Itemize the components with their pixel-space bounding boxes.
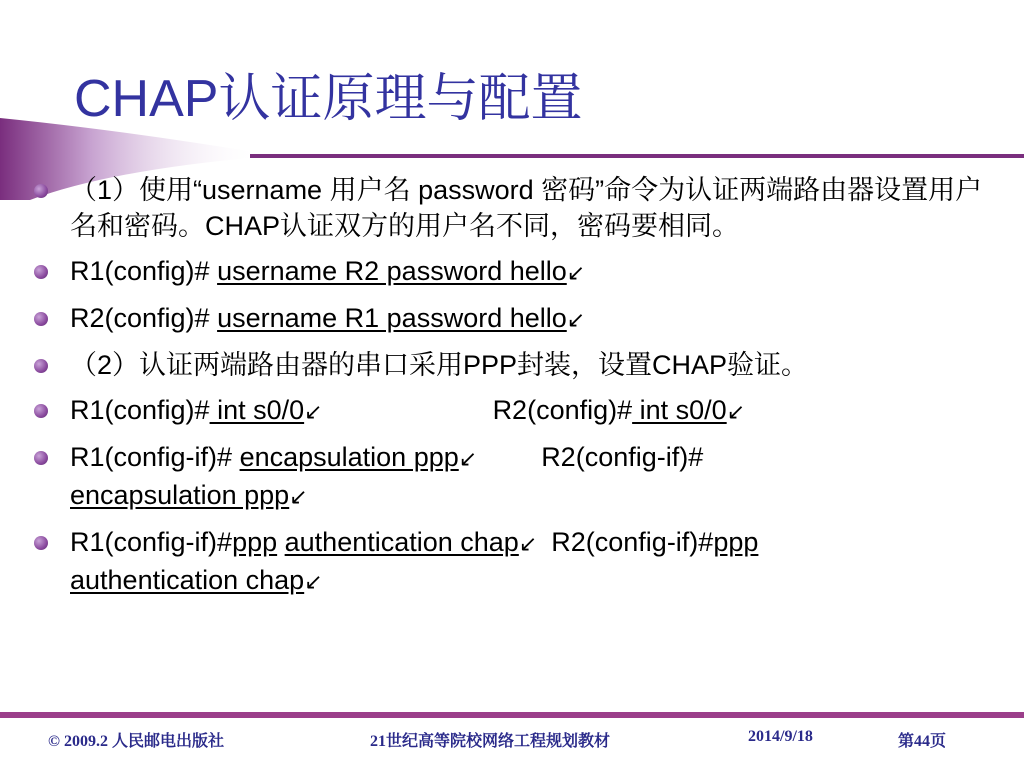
bullet-item-1 bbox=[30, 172, 990, 244]
bullet-item-2 bbox=[30, 253, 990, 291]
command-text: authentication chap bbox=[70, 565, 305, 595]
return-arrow-icon: ↙ bbox=[726, 399, 746, 424]
command-prompt: R2(config-if)# bbox=[551, 527, 714, 557]
return-arrow-icon: ↙ bbox=[458, 446, 478, 471]
command-text: ppp bbox=[713, 527, 759, 557]
command-text: int s0/0 bbox=[632, 395, 727, 425]
bullet-icon bbox=[34, 536, 48, 550]
command-text: username R2 password hello bbox=[217, 256, 567, 286]
command-text: encapsulation ppp bbox=[70, 480, 290, 510]
bullet-text: （1）使用“username 用户名 password 密码”命令为认证两端路由器设置用户名和密码。CHAP认证双方的用户名不同，密码要相同。 bbox=[70, 175, 983, 241]
command-prompt: R2(config)# bbox=[70, 303, 218, 333]
bullet-icon bbox=[34, 404, 48, 418]
bullet-icon bbox=[34, 265, 48, 279]
command-text: int s0/0 bbox=[209, 395, 305, 425]
command-prompt: R1(config)# bbox=[70, 256, 218, 286]
return-arrow-icon: ↙ bbox=[566, 260, 586, 285]
return-arrow-icon: ↙ bbox=[566, 307, 586, 332]
command-text: username R1 password hello bbox=[217, 303, 567, 333]
footer-divider-line bbox=[0, 712, 1024, 718]
command-text: ppp bbox=[232, 527, 278, 557]
command-text: authentication chap bbox=[284, 527, 519, 557]
return-arrow-icon: ↙ bbox=[518, 531, 538, 556]
bullet-icon bbox=[34, 312, 48, 326]
bullet-text: （2）认证两端路由器的串口采用PPP封装，设置CHAP验证。 bbox=[70, 350, 809, 380]
footer-date: 2014/9/18 bbox=[748, 728, 813, 745]
return-arrow-icon: ↙ bbox=[304, 569, 323, 594]
footer-page-number: 第44页 bbox=[898, 733, 947, 750]
bullet-icon bbox=[34, 184, 48, 198]
command-prompt: R2(config)# bbox=[492, 395, 633, 425]
bullet-item-5 bbox=[30, 392, 990, 430]
title-divider-line bbox=[250, 154, 1024, 158]
slide-title: CHAP认证原理与配置 bbox=[74, 70, 583, 128]
footer-series: 21世纪高等院校网络工程规划教材 bbox=[370, 733, 611, 750]
command-text: encapsulation ppp bbox=[239, 442, 459, 472]
return-arrow-icon: ↙ bbox=[289, 484, 308, 509]
command-prompt: R1(config-if)# bbox=[70, 527, 233, 557]
command-prompt: R1(config-if)# bbox=[70, 442, 240, 472]
bullet-item-7 bbox=[30, 524, 990, 600]
bullet-icon bbox=[34, 451, 48, 465]
return-arrow-icon: ↙ bbox=[304, 399, 323, 424]
bullet-item-3 bbox=[30, 300, 990, 338]
command-prompt: R2(config-if)# bbox=[541, 442, 704, 472]
footer-publisher: © 2009.2 人民邮电出版社 bbox=[48, 733, 224, 750]
bullet-icon bbox=[34, 359, 48, 373]
bullet-list bbox=[30, 172, 990, 609]
bullet-item-6 bbox=[30, 439, 990, 515]
bullet-item-4 bbox=[30, 347, 990, 383]
command-prompt: R1(config)# bbox=[70, 395, 210, 425]
